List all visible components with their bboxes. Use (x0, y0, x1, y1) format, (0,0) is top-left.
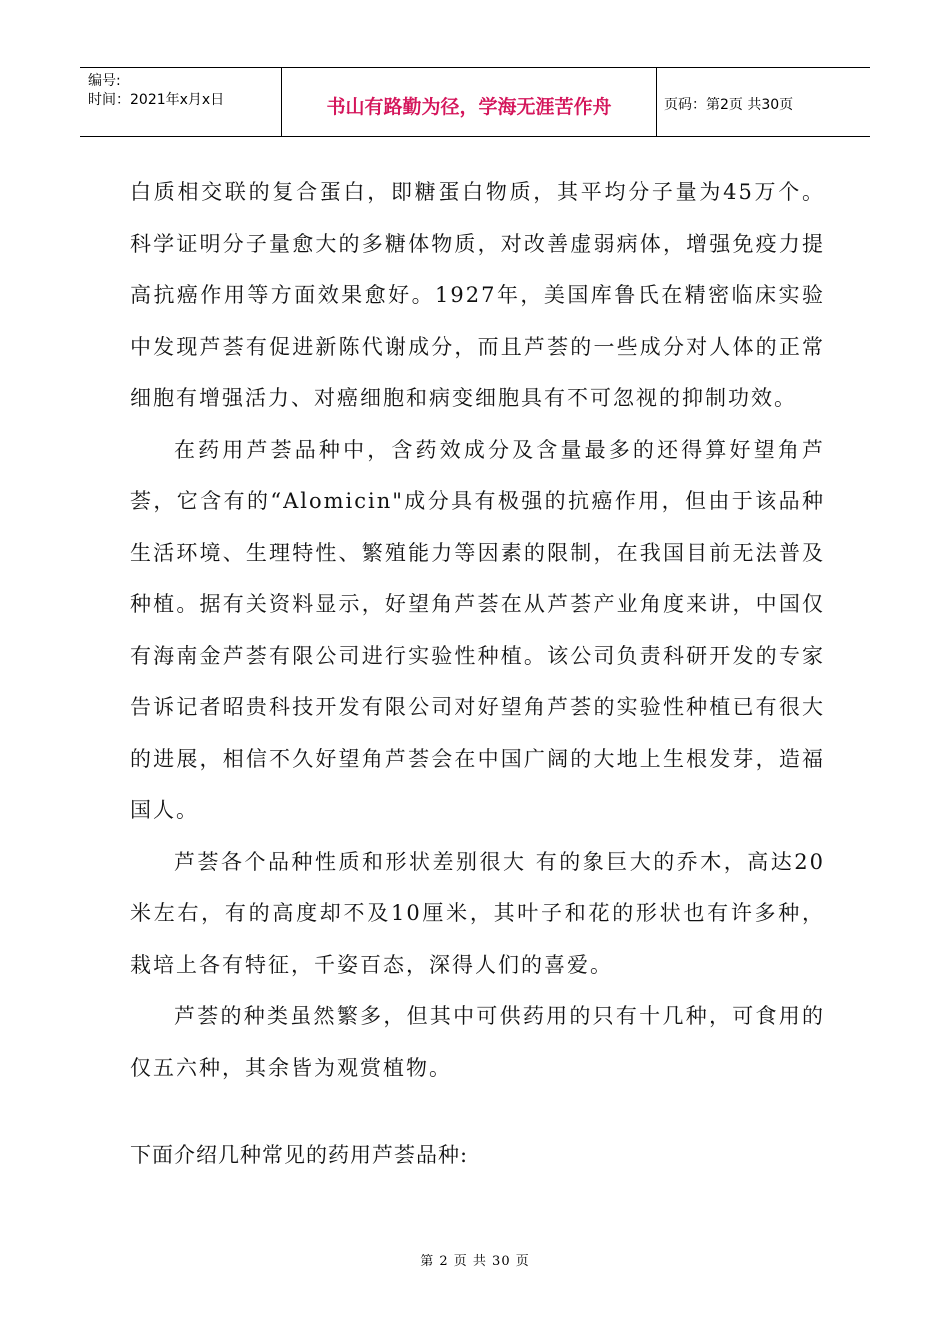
header-page-info: 页码：第2页 共30页 (664, 97, 794, 113)
paragraph-continued: 白质相交联的复合蛋白，即糖蛋白物质，其平均分子量为45万个。科学证明分子量愈大的多糖体物质，对改善虚弱病体，增强免疫力提高抗癌作用等方面效果愈好。1927年，美国库鲁氏在精密临床实验中发现芦荟有促进新陈代谢成分，而且芦荟的一些成分对人体的正常细胞有增强活力、对癌细胞和病变细胞具有不可忽视的抑制功效。 (130, 180, 825, 410)
page-footer: 第 2 页 共 30 页 (420, 1254, 530, 1269)
header-motto: 书山有路勤为径，学海无涯苦作舟 (282, 68, 657, 136)
document-body (130, 167, 825, 1182)
page-header (80, 67, 870, 137)
section-lead: 下面介绍几种常见的药用芦荟品种: (130, 1143, 469, 1167)
paragraph: 在药用芦荟品种中，含药效成分及含量最多的还得算好望角芦荟，它含有的“Alomicin"成分具有极强的抗癌作用，但由于该品种生活环境、生理特性、繁殖能力等因素的限制，在我国目前无法普及种植。据有关资料显示，好望角芦荟在从芦荟产业角度来讲，中国仅有海南金芦荟有限公司进行实验性种植。该公司负责科研开发的专家告诉记者昭贵科技开发有限公司对好望角芦荟的实验性种植已有很大的进展，相信不久好望角芦荟会在中国广阔的大地上生根发芽，造福国人。 (130, 437, 825, 822)
paragraph: 芦荟的种类虽然繁多，但其中可供药用的只有十几种，可食用的仅五六种，其余皆为观赏植物。 (130, 1004, 825, 1080)
paragraph: 芦荟各个品种性质和形状差别很大 有的象巨大的乔木，高达20米左右，有的高度却不及10厘米，其叶子和花的形状也有许多种，栽培上各有特征，千姿百态，深得人们的喜爱。 (130, 849, 825, 977)
header-meta (80, 68, 282, 136)
document-number-label: 编号: (88, 73, 121, 89)
document-time-label: 时间：2021年x月x日 (88, 92, 225, 108)
